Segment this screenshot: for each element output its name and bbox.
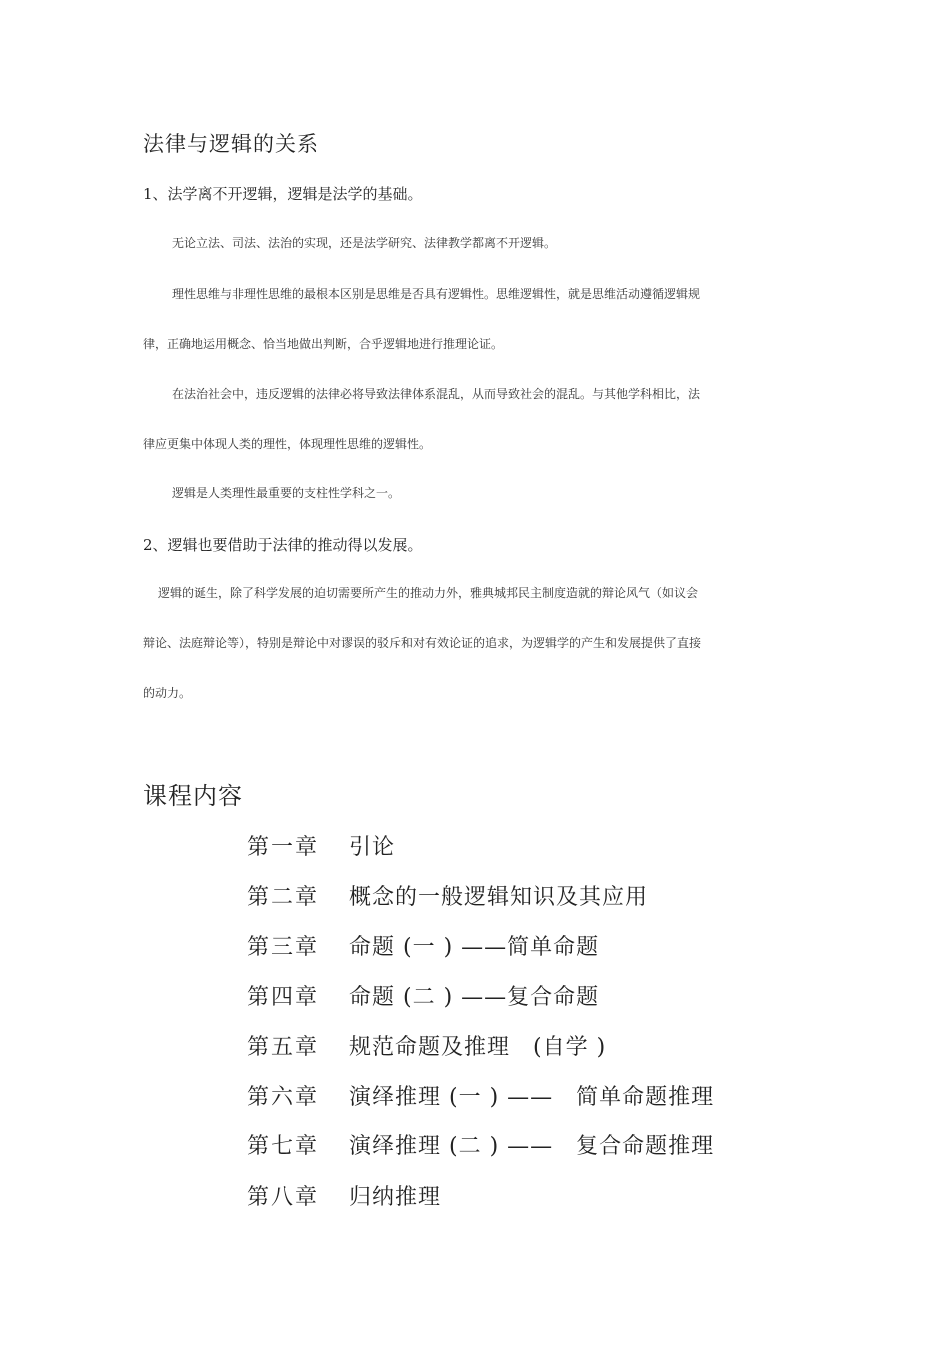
chapter-number: 第八章: [247, 1185, 320, 1210]
chapter-number: 第四章: [247, 985, 320, 1010]
toc-title: 课程内容: [143, 782, 243, 810]
chapter-number: 第五章: [247, 1035, 320, 1060]
section-1-heading: 1、法学离不开逻辑，逻辑是法学的基础。: [143, 185, 423, 203]
paragraph-line: 逻辑是人类理性最重要的支柱性学科之一。: [172, 486, 401, 500]
section-2-heading: 2、逻辑也要借助于法律的推动得以发展。: [143, 536, 423, 554]
chapter-title: 演绎推理 (二 ) —— 复合命题推理: [349, 1134, 715, 1159]
chapter-title: 命题 (二 ) ——复合命题: [349, 985, 600, 1010]
chapter-title: 命题 (一 ) ——简单命题: [349, 935, 600, 960]
chapter-number: 第六章: [247, 1085, 320, 1110]
paragraph-line: 理性思维与非理性思维的最根本区别是思维是否具有逻辑性。思维逻辑性，就是思维活动遵循逻辑规: [172, 287, 701, 301]
page-title: 法律与逻辑的关系: [143, 132, 319, 156]
chapter-title: 概念的一般逻辑知识及其应用: [349, 885, 649, 910]
chapter-number: 第七章: [247, 1134, 320, 1159]
paragraph-line: 在法治社会中，违反逻辑的法律必将导致法律体系混乱，从而导致社会的混乱。与其他学科相比，法: [172, 387, 701, 401]
paragraph-line: 逻辑的诞生，除了科学发展的迫切需要所产生的推动力外，雅典城邦民主制度造就的辩论风气（如议会: [158, 586, 699, 600]
chapter-number: 第三章: [247, 935, 320, 960]
paragraph-line: 辩论、法庭辩论等），特别是辩论中对谬误的驳斥和对有效论证的追求，为逻辑学的产生和发展提供了直接: [143, 636, 702, 650]
paragraph-line: 律，正确地运用概念、恰当地做出判断，合乎逻辑地进行推理论证。: [143, 337, 504, 351]
chapter-title: 规范命题及推理 (自学 ): [349, 1035, 607, 1060]
paragraph-line: 律应更集中体现人类的理性，体现理性思维的逻辑性。: [143, 437, 432, 451]
chapter-number: 第一章: [247, 835, 320, 860]
chapter-title: 归纳推理: [349, 1185, 442, 1210]
chapter-title: 演绎推理 (一 ) —— 简单命题推理: [349, 1085, 715, 1110]
chapter-number: 第二章: [247, 885, 320, 910]
chapter-title: 引论: [349, 835, 396, 860]
paragraph-line: 无论立法、司法、法治的实现，还是法学研究、法律教学都离不开逻辑。: [172, 236, 557, 250]
paragraph-line: 的动力。: [143, 686, 192, 700]
